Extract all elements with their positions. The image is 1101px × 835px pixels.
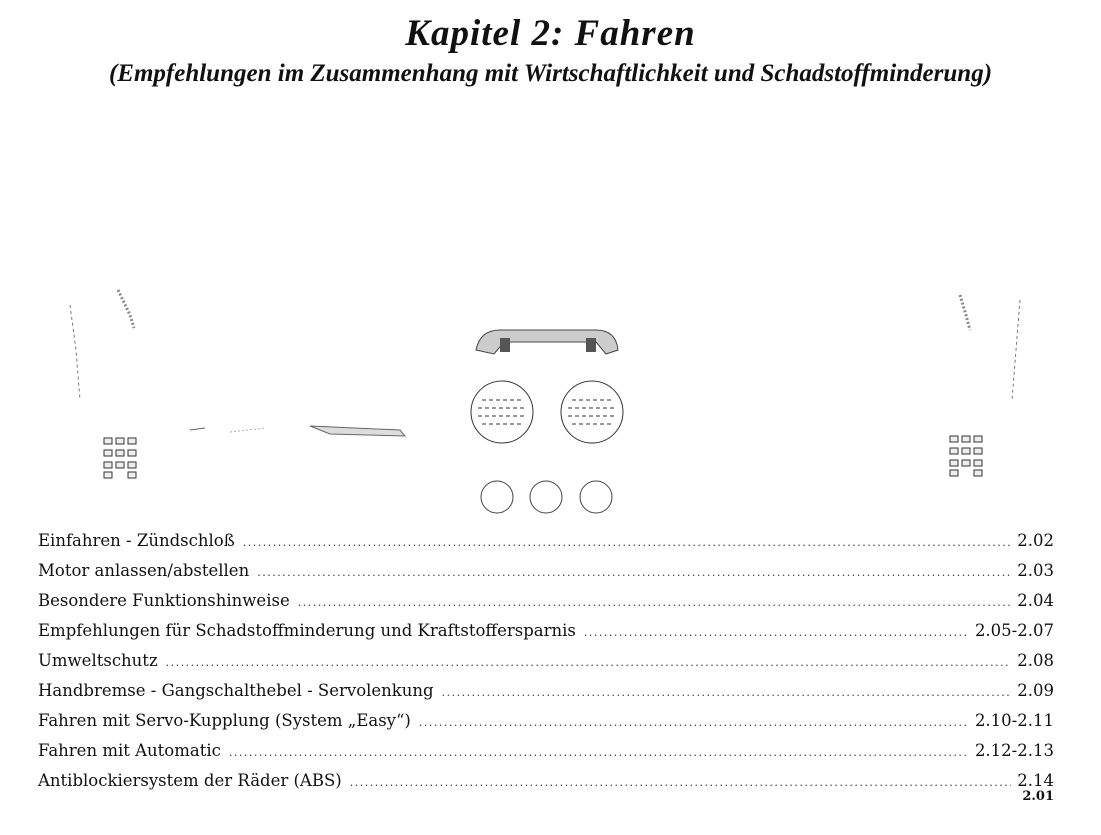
page-number: 2.01 [1022,789,1054,804]
toc-entry-label: Antiblockiersystem der Räder (ABS) [38,771,342,790]
chapter-title: Kapitel 2: Fahren [405,13,696,54]
toc-entry[interactable] [38,646,1054,676]
toc-dot-leader [166,648,1012,678]
toc-entry-label: Einfahren - Zündschloß [38,531,235,550]
dashboard-illustration [0,270,1101,520]
toc-dot-leader [229,738,969,768]
toc-entry-label: Fahren mit Servo-Kupplung (System „Easy“) [38,711,411,730]
right-switch-panel [950,436,982,476]
toc-entry-page: 2.10-2.11 [974,711,1054,730]
toc-entry[interactable] [38,586,1054,616]
toc-dot-leader [584,618,969,648]
toc-entry[interactable] [38,526,1054,556]
left-switch-panel [104,438,136,478]
toc-entry-page: 2.04 [1017,591,1054,610]
toc-entry-page: 2.03 [1017,561,1054,580]
toc-entry-page: 2.12-2.13 [974,741,1054,760]
toc-dot-leader [419,708,969,738]
toc-entry-page: 2.08 [1017,651,1054,670]
toc-entry-label: Fahren mit Automatic [38,741,221,760]
air-vents [471,381,623,443]
toc-entry-label: Motor anlassen/abstellen [38,561,250,580]
toc-entry-label: Handbremse - Gangschalthebel - Servolenkung [38,681,434,700]
toc-entry-page: 2.09 [1017,681,1054,700]
toc-entry-page: 2.14 [1017,771,1054,790]
toc-entry-label: Besondere Funktionshinweise [38,591,290,610]
table-of-contents [38,526,1054,796]
toc-dot-leader [350,768,1012,798]
chapter-subtitle: (Empfehlungen im Zusammenhang mit Wirtschaftlichkeit und Schadstoffminderung) [108,60,993,87]
toc-entry[interactable] [38,676,1054,706]
toc-entry-label: Empfehlungen für Schadstoffminderung und Kraftstoffersparnis [38,621,576,640]
control-knobs [481,481,612,513]
toc-entry-label: Umweltschutz [38,651,158,670]
toc-dot-leader [243,528,1012,558]
toc-dot-leader [257,558,1011,588]
toc-entry[interactable] [38,616,1054,646]
toc-entry[interactable] [38,736,1054,766]
toc-entry-page: 2.05-2.07 [974,621,1054,640]
toc-dot-leader [442,678,1012,708]
grab-handle [476,330,618,354]
toc-entry[interactable] [38,766,1054,796]
toc-dot-leader [298,588,1012,618]
toc-entry[interactable] [38,706,1054,736]
toc-entry-page: 2.02 [1017,531,1054,550]
toc-entry[interactable] [38,556,1054,586]
